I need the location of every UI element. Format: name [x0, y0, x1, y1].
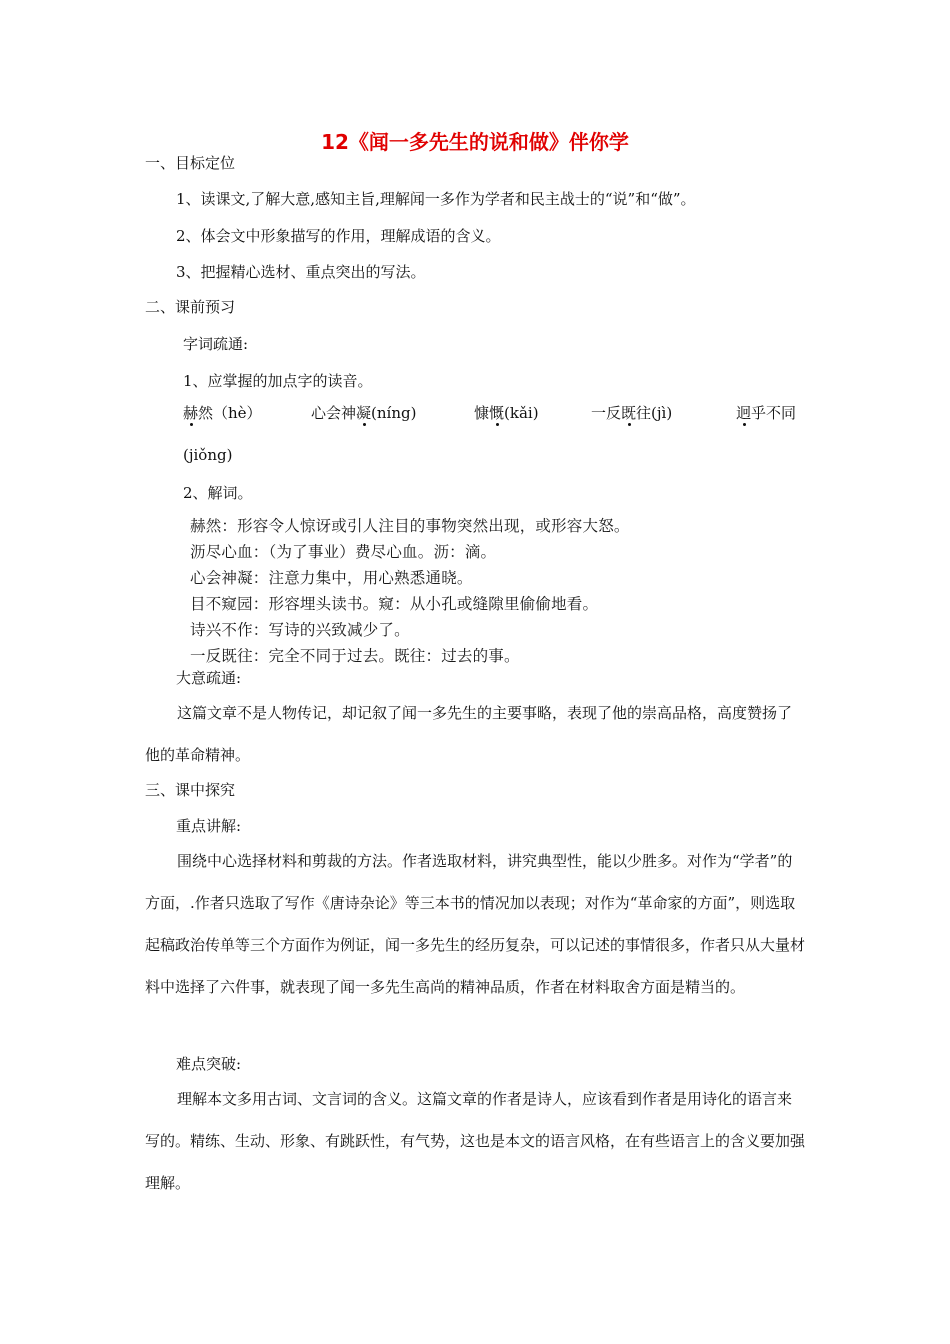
difficulties-paragraph: 理解本文多用古词、文言词的含义。这篇文章的作者是诗人，应该看到作者是用诗化的语言来写的。精练、生动、形象、有跳跃性，有气势，这也是本文的语言风格，在有些语言上的含义要加强理解。 — [145, 1090, 806, 1192]
goal-item-3: 3、把握精心选材、重点突出的写法。 — [176, 263, 426, 281]
definition-item: 赫然：形容令人惊讶或引人注目的事物突然出现，或形容大怒。 — [190, 517, 630, 535]
section-heading-goals: 一、目标定位 — [145, 154, 236, 172]
subheading-key-points: 重点讲解: — [176, 817, 242, 835]
summary-paragraph: 这篇文章不是人物传记，却记叙了闻一多先生的主要事略，表现了他的崇高品格，高度赞扬了他的革命精神。 — [145, 704, 793, 764]
page-title: 12《闻一多先生的说和做》伴你学 — [321, 130, 629, 154]
pinyin-entry-5: 迥乎不同 — [736, 404, 797, 422]
pinyin-entry-1: 赫然（hè） — [183, 404, 262, 422]
pinyin-wrap: (jiǒng) — [183, 446, 233, 464]
key-points-paragraph: 围绕中心选择材料和剪裁的方法。作者选取材料，讲究典型性，能以少胜多。对作为“学者”的方面，.作者只选取了写作《唐诗杂论》等三本书的情况加以表现；对作为“革命家的方面”，则选取起稿政治传单等三个方面作为例证，闻一多先生的经历复杂，可以记述的事情很多，作者只从大量材料中选择了六件事，就表现了闻一多先生高尚的精神品质，作者在材料取舍方面是精当的。 — [145, 852, 806, 996]
vocab-item-1: 1、应掌握的加点字的读音。 — [183, 372, 373, 390]
definition-list — [190, 513, 630, 669]
goal-item-2: 2、体会文中形象描写的作用，理解成语的含义。 — [176, 227, 501, 245]
definition-item: 目不窥园：形容埋头读书。窥：从小孔或缝隙里偷偷地看。 — [190, 595, 599, 613]
subheading-summary: 大意疏通: — [176, 669, 242, 687]
subheading-vocab: 字词疏通: — [183, 335, 249, 353]
pinyin-entry-2: 心会神凝(níng) — [311, 404, 417, 422]
definition-item: 一反既往：完全不同于过去。既往：过去的事。 — [190, 647, 520, 665]
definition-item: 沥尽心血：（为了事业）费尽心血。沥：滴。 — [190, 543, 497, 561]
subheading-difficulties: 难点突破: — [176, 1055, 242, 1073]
vocab-item-2: 2、解词。 — [183, 484, 253, 502]
section-heading-preview: 二、课前预习 — [145, 298, 236, 316]
goal-item-1: 1、读课文,了解大意,感知主旨,理解闻一多作为学者和民主战士的“说”和“做”。 — [176, 190, 696, 208]
pinyin-entry-3: 慷慨(kǎi) — [474, 404, 539, 422]
pinyin-entry-4: 一反既往(jì) — [591, 404, 673, 422]
definition-item: 心会神凝：注意力集中，用心熟悉通晓。 — [190, 569, 473, 587]
section-heading-explore: 三、课中探究 — [145, 781, 236, 799]
definition-item: 诗兴不作：写诗的兴致减少了。 — [190, 621, 410, 639]
